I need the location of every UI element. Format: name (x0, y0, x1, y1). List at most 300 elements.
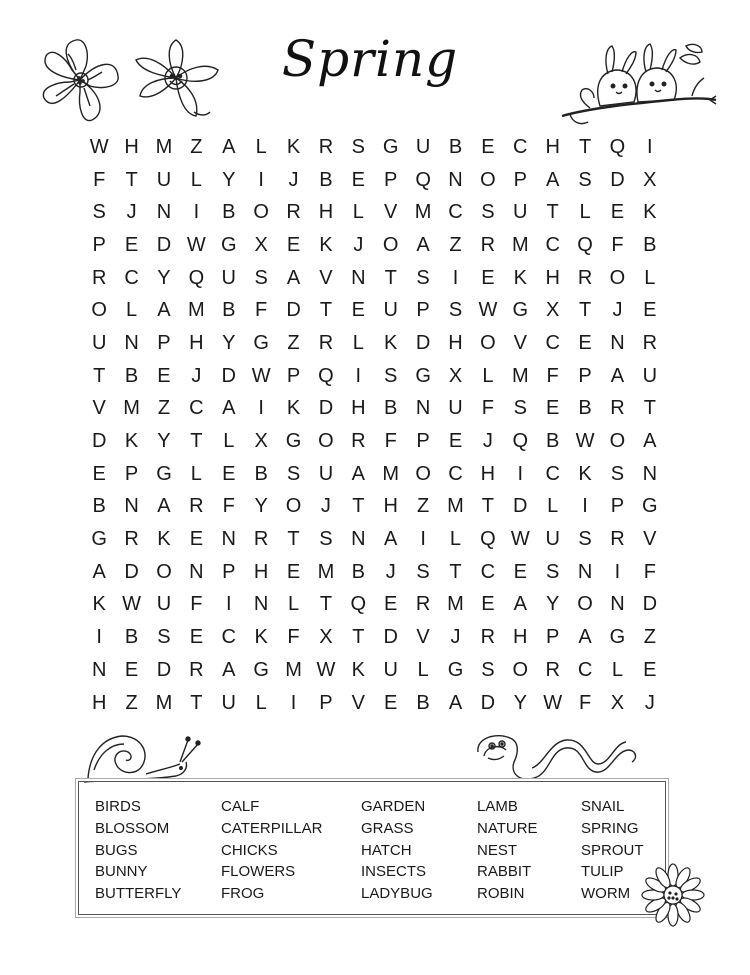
grid-letter: E (189, 528, 204, 551)
grid-letter: B (643, 233, 657, 256)
grid-letter: A (222, 135, 236, 158)
grid-letter: L (644, 266, 656, 289)
grid-letter: W (186, 233, 206, 256)
grid-letter: B (416, 691, 430, 714)
grid-letter: J (482, 430, 493, 453)
grid-letter: U (383, 658, 398, 681)
grid-letter: O (609, 430, 626, 453)
grid-letter: A (545, 168, 560, 191)
grid-letter: Z (125, 691, 138, 714)
grid-letter: X (448, 364, 463, 387)
grid-letter: M (285, 658, 302, 681)
grid-row (83, 491, 666, 524)
word-item: FROG (221, 885, 265, 903)
grid-letter: H (124, 135, 139, 158)
grid-letter: S (286, 462, 301, 485)
grid-letter: B (222, 299, 236, 322)
grid-letter: H (318, 201, 334, 224)
word-item: BUNNY (95, 863, 148, 881)
grid-letter: L (126, 299, 138, 322)
grid-letter: C (545, 233, 560, 256)
grid-letter: S (481, 658, 495, 681)
grid-letter: N (156, 201, 172, 224)
grid-letter: Z (643, 626, 656, 649)
grid-letter: O (285, 495, 302, 518)
grid-letter: E (578, 331, 592, 354)
grid-letter: W (510, 528, 530, 551)
grid-letter: R (545, 658, 560, 681)
grid-letter: E (384, 691, 398, 714)
grid-letter: T (643, 397, 656, 420)
grid-letter: A (157, 495, 171, 518)
grid-row (83, 621, 666, 654)
grid-letter: Y (222, 168, 236, 191)
grid-letter: U (156, 168, 172, 191)
grid-letter: B (124, 364, 139, 387)
grid-letter: F (190, 593, 203, 616)
word-item: ROBIN (477, 885, 525, 903)
grid-letter: G (253, 658, 269, 681)
smiling-flower-icon (130, 38, 222, 122)
grid-letter: M (447, 495, 464, 518)
grid-letter: F (287, 626, 300, 649)
grid-letter: O (382, 233, 399, 256)
grid-letter: V (351, 691, 365, 714)
grid-letter: O (415, 462, 431, 485)
grid-letter: T (546, 201, 559, 224)
grid-letter: N (189, 560, 204, 583)
grid-letter: F (611, 233, 624, 256)
word-item: NEST (477, 841, 518, 859)
grid-letter: P (513, 168, 527, 191)
word-item: GARDEN (361, 798, 426, 815)
grid-letter: H (545, 266, 560, 289)
bunnies-on-branch-icon (560, 38, 718, 128)
grid-letter: P (222, 560, 236, 583)
grid-letter: S (513, 397, 527, 420)
grid-letter: M (511, 233, 529, 256)
grid-letter: N (448, 168, 463, 191)
grid-letter: B (545, 430, 560, 453)
grid-letter: M (382, 462, 400, 485)
grid-letter: N (351, 266, 366, 289)
grid-letter: B (254, 462, 268, 485)
grid-letter: M (511, 364, 529, 387)
grid-letter: T (384, 266, 397, 289)
grid-letter: U (513, 201, 528, 224)
grid-letter: A (578, 626, 592, 649)
grid-letter: J (385, 560, 396, 583)
daisy-icon (640, 862, 706, 928)
grid-letter: E (610, 201, 625, 224)
grid-letter: Y (157, 430, 171, 453)
grid-letter: B (384, 397, 398, 420)
grid-letter: C (189, 397, 204, 420)
grid-letter: N (610, 593, 625, 616)
grid-letter: L (417, 658, 429, 681)
grid-letter: W (575, 430, 595, 453)
grid-letter: A (92, 560, 106, 583)
grid-letter: R (610, 397, 625, 420)
grid-letter: A (416, 233, 430, 256)
grid-letter: P (384, 168, 398, 191)
grid-row (83, 589, 666, 622)
grid-letter: C (480, 560, 496, 583)
grid-letter: I (96, 626, 102, 649)
grid-letter: D (642, 593, 658, 616)
grid-letter: H (448, 331, 463, 354)
grid-letter: D (124, 560, 139, 583)
grid-letter: E (545, 397, 560, 420)
word-item: GRASS (361, 819, 414, 837)
word-item: SPROUT (581, 841, 644, 859)
grid-letter: Y (157, 266, 171, 289)
grid-row (83, 131, 666, 164)
flower-icon (38, 36, 122, 124)
grid-letter: F (643, 560, 656, 583)
grid-letter: O (318, 430, 334, 453)
grid-letter: D (415, 331, 431, 354)
grid-letter: Y (545, 593, 560, 616)
grid-letter: U (91, 331, 107, 354)
grid-letter: M (155, 135, 173, 158)
grid-letter: W (543, 691, 563, 714)
grid-letter: E (481, 135, 495, 158)
grid-letter: N (221, 528, 236, 551)
grid-letter: G (91, 528, 107, 551)
grid-letter: J (288, 168, 299, 191)
grid-letter: H (189, 331, 204, 354)
grid-letter: F (93, 168, 106, 191)
grid-letter: O (512, 658, 529, 681)
word-column (361, 796, 433, 905)
grid-letter: A (222, 658, 236, 681)
grid-letter: D (286, 299, 301, 322)
word-item: NATURE (477, 819, 538, 837)
grid-letter: U (448, 397, 463, 420)
grid-letter: M (155, 691, 173, 714)
grid-letter: Y (513, 691, 527, 714)
grid-letter: K (643, 201, 657, 224)
grid-letter: T (93, 364, 106, 387)
grid-letter: I (258, 168, 264, 191)
grid-letter: C (448, 201, 463, 224)
grid-letter: N (124, 331, 139, 354)
grid-letter: A (351, 462, 365, 485)
word-item: BUGS (95, 841, 138, 859)
grid-letter: S (448, 299, 463, 322)
grid-letter: D (383, 626, 398, 649)
grid-letter: I (355, 364, 362, 387)
grid-letter: L (352, 201, 364, 224)
grid-letter: F (255, 299, 268, 322)
grid-row (83, 229, 666, 262)
grid-letter: P (319, 691, 333, 714)
grid-letter: L (255, 135, 267, 158)
grid-letter: V (384, 201, 398, 224)
grid-letter: I (517, 462, 524, 485)
grid-letter: J (320, 495, 331, 518)
grid-letter: U (415, 135, 431, 158)
grid-letter: L (547, 495, 559, 518)
grid-letter: C (124, 266, 139, 289)
grid-letter: W (89, 135, 109, 158)
grid-letter: J (644, 691, 655, 714)
grid-letter: Z (157, 397, 171, 420)
grid-letter: E (643, 658, 657, 681)
grid-letter: G (415, 364, 431, 387)
grid-letter: G (609, 626, 626, 649)
grid-letter: Q (577, 233, 593, 256)
grid-letter: I (258, 397, 264, 420)
grid-letter: H (513, 626, 528, 649)
grid-letter: O (91, 299, 107, 322)
grid-letter: E (351, 168, 365, 191)
word-item: INSECTS (361, 863, 427, 881)
grid-letter: B (448, 135, 463, 158)
grid-letter: H (351, 397, 366, 420)
grid-letter: D (610, 168, 625, 191)
word-item: BIRDS (95, 798, 141, 815)
grid-letter: O (480, 168, 496, 191)
grid-letter: C (545, 462, 560, 485)
grid-letter: D (221, 364, 236, 387)
snail-icon (80, 730, 202, 784)
grid-letter: K (254, 626, 268, 649)
grid-letter: T (319, 593, 333, 616)
grid-row (83, 294, 666, 327)
grid-letter: E (124, 233, 139, 256)
grid-letter: L (223, 430, 235, 453)
grid-letter: O (577, 593, 593, 616)
grid-letter: H (253, 560, 269, 583)
grid-letter: E (92, 462, 106, 485)
grid-letter: O (480, 331, 496, 354)
grid-letter: T (352, 495, 365, 518)
grid-letter: L (287, 593, 300, 616)
grid-row (83, 425, 666, 458)
word-list (78, 781, 666, 915)
grid-letter: Q (350, 593, 367, 616)
grid-letter: R (610, 528, 625, 551)
grid-letter: V (416, 626, 430, 649)
grid-letter: E (351, 299, 365, 322)
grid-letter: H (91, 691, 107, 714)
grid-letter: D (156, 233, 172, 256)
grid-letter: C (545, 331, 560, 354)
grid-row (83, 393, 666, 426)
grid-letter: B (351, 560, 365, 583)
grid-letter: P (578, 364, 592, 387)
grid-letter: S (481, 201, 495, 224)
grid-letter: P (416, 299, 430, 322)
grid-letter: Q (318, 364, 334, 387)
grid-letter: X (643, 168, 657, 191)
word-item: BUTTERFLY (95, 885, 182, 903)
grid-letter: C (513, 135, 528, 158)
grid-letter: M (188, 299, 205, 322)
grid-letter: R (415, 593, 431, 616)
grid-letter: D (513, 495, 528, 518)
grid-letter: W (122, 593, 142, 616)
grid-row (83, 687, 666, 720)
grid-letter: U (318, 462, 334, 485)
grid-letter: U (221, 691, 236, 714)
grid-letter: G (285, 430, 302, 453)
grid-letter: P (124, 462, 139, 485)
worm-icon (470, 728, 640, 784)
grid-letter: N (253, 593, 269, 616)
grid-letter: A (384, 528, 398, 551)
grid-letter: R (480, 626, 496, 649)
grid-letter: T (578, 135, 592, 158)
grid-letter: I (614, 560, 621, 583)
grid-letter: K (157, 528, 171, 551)
word-column (95, 796, 181, 905)
grid-letter: N (610, 331, 625, 354)
grid-letter: E (124, 658, 139, 681)
grid-letter: F (222, 495, 235, 518)
grid-letter: A (610, 364, 625, 387)
grid-letter: L (352, 331, 364, 354)
grid-letter: T (449, 560, 462, 583)
grid-letter: A (222, 397, 236, 420)
grid-letter: K (351, 658, 365, 681)
grid-letter: K (319, 233, 333, 256)
grid-letter: A (286, 266, 301, 289)
word-item: CHICKS (221, 841, 278, 859)
grid-letter: R (577, 266, 593, 289)
grid-letter: T (190, 430, 203, 453)
grid-letter: R (189, 658, 204, 681)
grid-letter: S (254, 266, 268, 289)
word-column (477, 796, 538, 905)
letter-grid (83, 131, 666, 719)
grid-letter: A (448, 691, 463, 714)
grid-letter: T (319, 299, 333, 322)
grid-letter: N (351, 528, 366, 551)
word-item: WORM (581, 885, 631, 903)
grid-letter: N (642, 462, 658, 485)
grid-row (83, 458, 666, 491)
grid-letter: S (157, 626, 171, 649)
grid-letter: K (384, 331, 398, 354)
word-column (221, 796, 322, 905)
grid-letter: S (319, 528, 333, 551)
grid-letter: A (157, 299, 171, 322)
grid-letter: M (123, 397, 140, 420)
grid-letter: E (643, 299, 657, 322)
word-item: TULIP (581, 863, 624, 881)
grid-letter: S (92, 201, 106, 224)
word-item: LADYBUG (361, 885, 433, 903)
grid-letter: B (124, 626, 139, 649)
grid-letter: L (190, 462, 202, 485)
word-item: LAMB (477, 798, 518, 815)
grid-letter: J (612, 299, 623, 322)
grid-letter: Q (188, 266, 205, 289)
grid-letter: I (225, 593, 232, 616)
grid-letter: G (642, 495, 658, 518)
grid-letter: E (157, 364, 171, 387)
grid-row (83, 556, 666, 589)
grid-letter: W (478, 299, 498, 322)
grid-letter: I (290, 691, 297, 714)
grid-letter: G (382, 135, 399, 158)
grid-letter: J (353, 233, 364, 256)
grid-letter: Q (480, 528, 496, 551)
grid-letter: P (92, 233, 106, 256)
grid-letter: Z (449, 233, 462, 256)
grid-letter: R (253, 528, 269, 551)
grid-letter: E (481, 593, 495, 616)
grid-letter: Y (222, 331, 236, 354)
grid-row (83, 196, 666, 229)
grid-letter: K (124, 430, 139, 453)
grid-letter: G (512, 299, 529, 322)
grid-letter: Q (512, 430, 529, 453)
word-item: SNAIL (581, 798, 625, 815)
grid-letter: H (383, 495, 398, 518)
grid-letter: O (253, 201, 269, 224)
grid-letter: S (416, 560, 430, 583)
grid-letter: N (577, 560, 593, 583)
grid-letter: R (124, 528, 139, 551)
grid-letter: R (91, 266, 107, 289)
grid-letter: O (609, 266, 626, 289)
grid-letter: R (189, 495, 204, 518)
grid-letter: T (190, 691, 203, 714)
grid-row (83, 327, 666, 360)
grid-letter: W (251, 364, 271, 387)
grid-letter: S (351, 135, 365, 158)
grid-letter: E (481, 266, 495, 289)
grid-letter: G (220, 233, 237, 256)
grid-letter: T (578, 299, 592, 322)
grid-letter: L (255, 691, 267, 714)
grid-letter: M (447, 593, 464, 616)
grid-letter: P (157, 331, 171, 354)
grid-letter: S (384, 364, 398, 387)
grid-letter: V (643, 528, 657, 551)
grid-letter: K (578, 462, 592, 485)
grid-letter: L (190, 168, 202, 191)
grid-letter: Z (416, 495, 430, 518)
grid-letter: G (156, 462, 172, 485)
grid-letter: X (545, 299, 560, 322)
grid-letter: B (578, 397, 592, 420)
grid-letter: D (156, 658, 172, 681)
grid-letter: E (286, 233, 301, 256)
grid-letter: E (222, 462, 236, 485)
word-item: SPRING (581, 819, 639, 837)
grid-letter: D (91, 430, 107, 453)
word-item: CALF (221, 798, 260, 815)
grid-letter: S (578, 528, 592, 551)
grid-letter: C (448, 462, 463, 485)
grid-letter: D (318, 397, 334, 420)
grid-letter: L (482, 364, 494, 387)
page-title: Spring (281, 30, 459, 88)
grid-letter: P (416, 430, 430, 453)
grid-letter: R (318, 331, 334, 354)
grid-letter: D (480, 691, 496, 714)
grid-letter: L (449, 528, 462, 551)
grid-letter: W (316, 658, 336, 681)
grid-letter: I (420, 528, 426, 551)
grid-letter: N (124, 495, 139, 518)
grid-row (83, 654, 666, 687)
